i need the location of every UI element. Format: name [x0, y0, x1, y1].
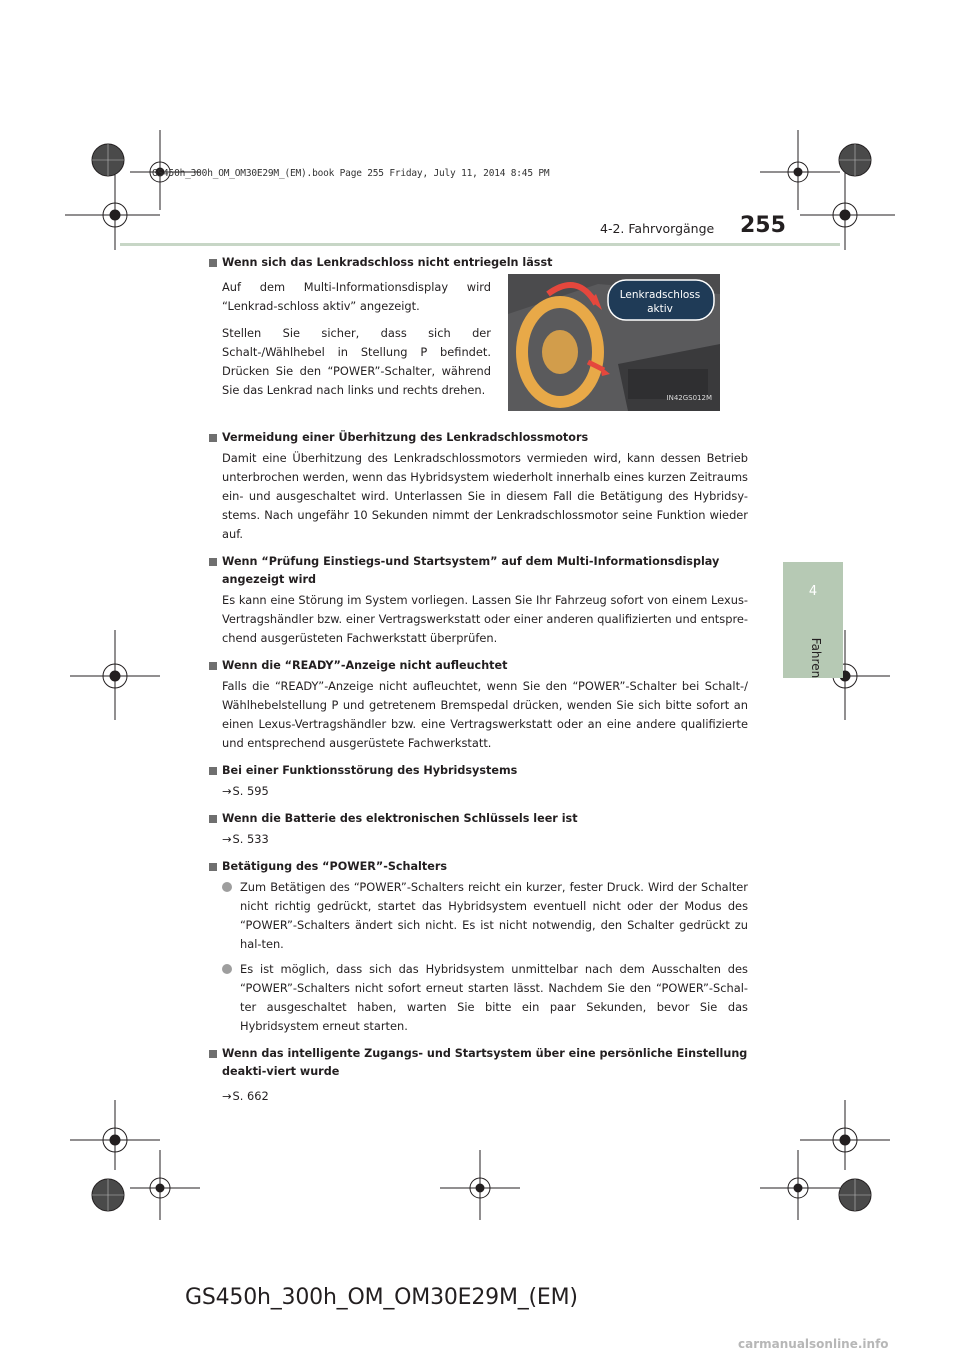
site-watermark: carmanualsonline.info — [738, 1337, 889, 1351]
arrow-right-icon: → — [222, 832, 232, 846]
section-heading: Vermeidung einer Überhitzung des Lenkradschlossmotors — [208, 429, 748, 447]
section-heading: Betätigung des “POWER”-Schalters — [208, 858, 748, 876]
section-heading: Wenn das intelligente Zugangs- und Startsystem über eine persönliche Einstellung deakti-viert wurde — [208, 1045, 748, 1081]
section-heading: Wenn “Prüfung Einstiegs-und Startsystem” auf dem Multi-Informationsdisplay angezeigt wird — [208, 553, 748, 589]
section-hybrid-malfunction — [208, 762, 748, 801]
steering-lock-block — [208, 272, 748, 411]
section-key-battery — [208, 810, 748, 849]
steering-lock-illustration — [508, 274, 720, 411]
arrow-right-icon: → — [222, 1089, 232, 1103]
paragraph: Es kann eine Störung im System vorliegen. Lassen Sie Ihr Fahrzeug sofort von einem Lexus-Vertragshändler bzw. einer Vertragswerkstatt oder einer anderen qualifizierten und entspre-chend ausgerüsteten Fachwerkstatt überprüfen. — [222, 593, 748, 645]
page-content — [208, 254, 748, 1115]
bullet-dot-icon — [222, 964, 232, 974]
page-reference[interactable]: →S. 533 — [222, 830, 748, 849]
document-code: GS450h_300h_OM_OM30E29M_(EM) — [185, 1285, 578, 1310]
section-title: 4-2. Fahrvorgänge — [600, 221, 715, 236]
page-number: 255 — [740, 213, 786, 238]
section-heading: Wenn sich das Lenkradschloss nicht entriegeln lässt — [208, 254, 748, 272]
bullet-item: Es ist möglich, dass sich das Hybridsystem unmittelbar nach dem Ausschalten des “POWER”-Schalters nicht sofort erneut starten lässt. Nachdem Sie den “POWER”-Schal-ter ausgeschaltet haben, warten Sie bitte ein paar Sekunden, bevor Sie das Hybridsystem erneut starten. — [240, 960, 748, 1036]
section-heading: Wenn die Batterie des elektronischen Schlüssels leer ist — [208, 810, 748, 828]
section-overheating — [208, 429, 748, 544]
paragraph: Damit eine Überhitzung des Lenkradschlossmotors vermieden wird, kann dessen Betrieb unterbrochen werden, wenn das Hybridsystem wiederholt innerhalb eines kurzen Zeitraums ein- und ausgeschaltet wird. Unterlassen Sie in diesem Fall die Betätigung des Hybridsy-stems. Nach ungefähr 10 Sekunden nimmt der Lenkradschlossmotor seine Funktion wieder auf. — [222, 451, 748, 541]
section-heading: Wenn die “READY”-Anzeige nicht aufleuchtet — [208, 657, 748, 675]
bullet-dot-icon — [222, 882, 232, 892]
section-smart-access — [208, 1045, 748, 1106]
paragraph: Falls die “READY”-Anzeige nicht aufleuchtet, wenn Sie den “POWER”-Schalter bei Schalt-/ Wählhebelstellung P und getretenem Bremspedal drücken, wenden Sie sich bitte sofort an einen Lexus-Vertragshändler bzw. eine Vertragswerkstatt oder an eine andere qualifizierte und entsprechend ausgerüstete Fachwerkstatt. — [222, 679, 748, 750]
section-check-system — [208, 553, 748, 648]
print-file-info: GS450h_300h_OM_OM30E29M_(EM).book Page 255 Friday, July 11, 2014 8:45 PM — [152, 168, 550, 179]
steering-lock-text — [208, 272, 491, 411]
chapter-label: Fahren — [809, 637, 823, 679]
illustration-code: IN42GS012M — [666, 394, 712, 402]
header-rule — [120, 243, 840, 246]
bullet-item: Zum Betätigen des “POWER”-Schalters reicht ein kurzer, fester Druck. Wird der Schalter nicht richtig gedrückt, startet das Hybridsystem eventuell nicht oder der Modus des “POWER”-Schalters ändert sich nicht. Es ist nicht notwendig, den Schalter gedrückt zu hal-ten. — [240, 878, 748, 954]
chapter-number: 4 — [808, 584, 818, 599]
section-ready-indicator — [208, 657, 748, 753]
page-reference[interactable]: →S. 595 — [222, 782, 748, 801]
page-reference[interactable]: →S. 662 — [222, 1087, 748, 1106]
paragraph: Stellen Sie sicher, dass sich der Schalt-/Wählhebel in Stellung P befindet. Drücken Sie den “POWER”-Schalter, während Sie das Lenkrad nach links und rechts drehen. — [222, 326, 491, 397]
section-heading: Bei einer Funktionsstörung des Hybridsystems — [208, 762, 748, 780]
display-message: Lenkradschloss aktiv — [619, 289, 701, 315]
section-steering-lock — [208, 254, 748, 411]
arrow-right-icon: → — [222, 784, 232, 798]
paragraph: Auf dem Multi-Informationsdisplay wird “Lenkrad-schloss aktiv” angezeigt. — [222, 280, 491, 313]
section-power-switch — [208, 858, 748, 1036]
